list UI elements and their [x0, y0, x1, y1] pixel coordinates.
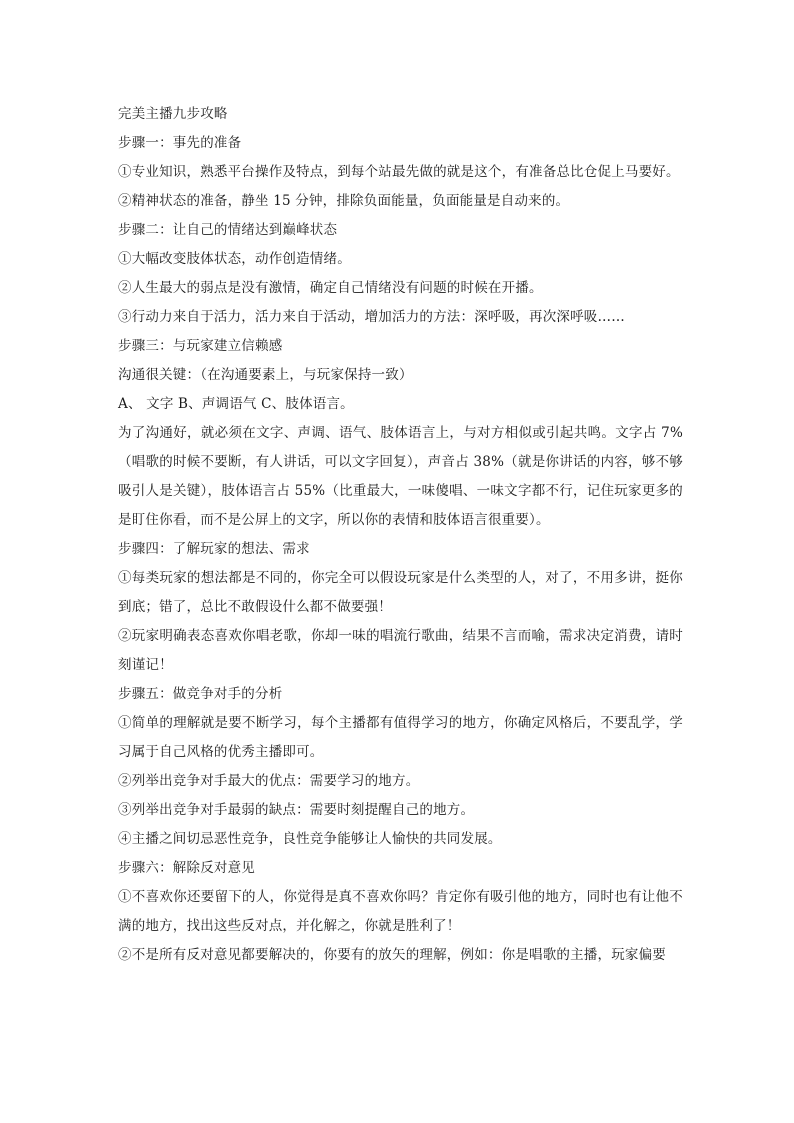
list-item: ④主播之间切忌恶性竞争，良性竞争能够让人愉快的共同发展。	[118, 831, 502, 847]
document-page	[118, 100, 683, 970]
section-step-6	[118, 854, 683, 970]
list-item: ①每类玩家的想法都是不同的，你完全可以假设玩家是什么类型的人，对了，不用多讲，挺你到底；错了，总比不敢假设什么都不做要强！	[118, 570, 683, 615]
list-item: ①不喜欢你还要留下的人，你觉得是真不喜欢你吗？肯定你有吸引他的地方，同时也有让他不满的地方，找出这些反对点，并化解之，你就是胜利了！	[118, 889, 683, 934]
section-heading: 步骤六：解除反对意见	[118, 860, 255, 876]
list-item: 沟通很关键：（在沟通要素上，与玩家保持一致）	[118, 367, 413, 383]
section-heading: 步骤二：让自己的情绪达到巅峰状态	[118, 222, 338, 238]
section-step-3	[118, 332, 683, 535]
section-step-4	[118, 535, 683, 680]
list-item: ①简单的理解就是要不断学习，每个主播都有值得学习的地方，你确定风格后，不要乱学，学习属于自己风格的优秀主播即可。	[118, 715, 683, 760]
list-item: ①大幅改变肢体状态，动作创造情绪。	[118, 251, 351, 267]
list-item: ②玩家明确表态喜欢你唱老歌，你却一味的唱流行歌曲，结果不言而喻，需求决定消费，请时刻谨记！	[118, 628, 683, 673]
list-item: ①专业知识，熟悉平台操作及特点，到每个站最先做的就是这个，有准备总比仓促上马要好。	[118, 164, 680, 180]
list-item: ②不是所有反对意见都要解决的，你要有的放矢的理解，例如：你是唱歌的主播，玩家偏要	[118, 947, 666, 963]
section-heading: 步骤五：做竞争对手的分析	[118, 686, 283, 702]
section-heading: 步骤四：了解玩家的想法、需求	[118, 541, 310, 557]
list-item: A、 文字 B、声调语气 C、肢体语言。	[118, 396, 354, 412]
list-item: ②精神状态的准备，静坐 15 分钟，排除负面能量，负面能量是自动来的。	[118, 193, 570, 209]
section-heading: 步骤一：事先的准备	[118, 135, 242, 151]
section-step-5	[118, 680, 683, 854]
list-item: ③行动力来自于活力，活力来自于活动，增加活力的方法：深呼吸，再次深呼吸……	[118, 309, 625, 325]
list-item: ②人生最大的弱点是没有激情，确定自己情绪没有问题的时候在开播。	[118, 280, 543, 296]
paragraph: 为了沟通好，就必须在文字、声调、语气、肢体语言上，与对方相似或引起共鸣。文字占 7%（唱歌的时候不要断，有人讲话，可以文字回复），声音占 38%（就是你讲话的内容，够不够吸引人是关键），肢体语言占 55%（比重最大，一味傻唱、一味文字都不行，记住玩家更多的是盯住你看，而不是公屏上的文字，所以你的表情和肢体语言很重要）。	[118, 425, 683, 528]
section-heading: 步骤三：与玩家建立信赖感	[118, 338, 283, 354]
list-item: ②列举出竞争对手最大的优点：需要学习的地方。	[118, 773, 420, 789]
document-title: 完美主播九步攻略	[118, 106, 228, 122]
section-step-2	[118, 216, 683, 332]
section-step-1	[118, 129, 683, 216]
list-item: ③列举出竞争对手最弱的缺点：需要时刻提醒自己的地方。	[118, 802, 475, 818]
